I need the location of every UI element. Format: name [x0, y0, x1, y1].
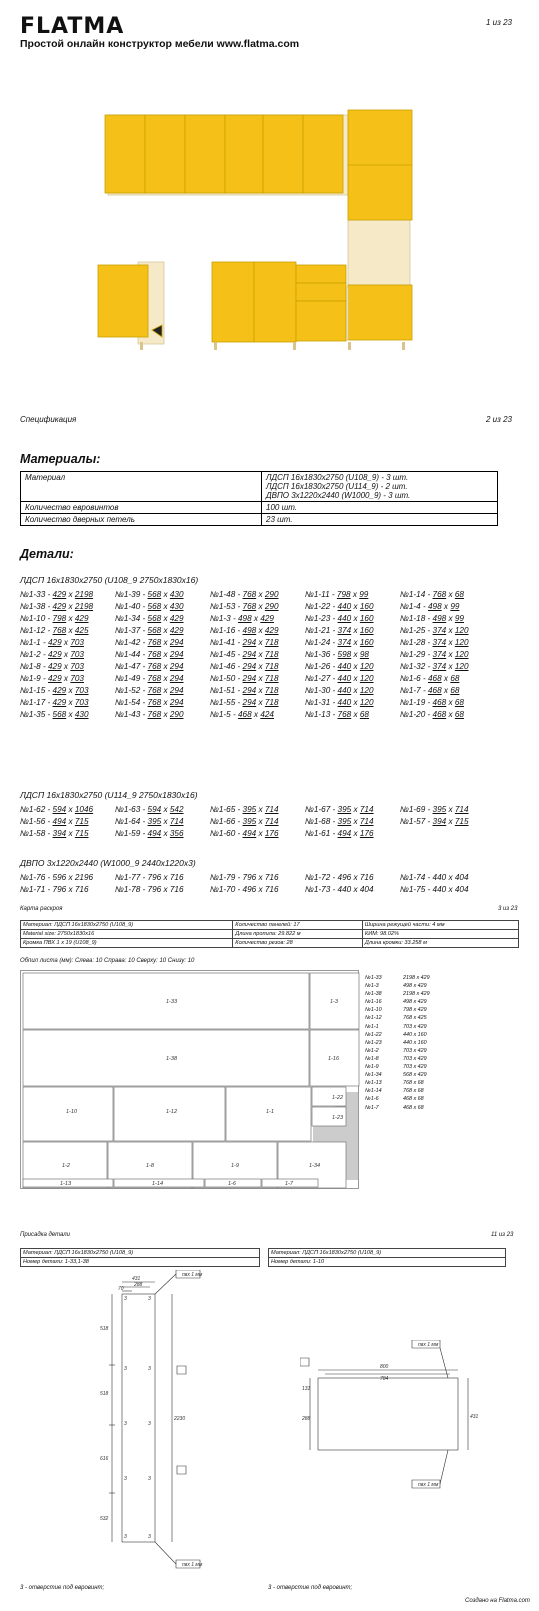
upper-door — [145, 115, 185, 193]
detail-item: №1-21 - 374 x 160 — [305, 626, 374, 635]
svg-text:3: 3 — [148, 1366, 151, 1372]
legend-item: №1-22 440 x 160 — [365, 1031, 427, 1038]
materials-row: Количество евровинтов 100 шт. — [21, 502, 498, 514]
detail-item: №1-62 - 594 x 1046 — [20, 805, 94, 814]
upper-door — [185, 115, 225, 193]
cutmap-info-table: Материал: ЛДСП 16x1830x2750 (U108_9) Количество панелей: 17 Ширина режущей части: 4 мм Material size: 2750x1830x16 Длина пропила: 29.822 м КИМ: 98.02% Кромка ПВХ 1 x 19 (U108_9) Количество резов: 28 Длина кромки: 33.258 м — [20, 920, 519, 948]
detail-item: №1-40 - 568 x 430 — [115, 602, 184, 611]
drill-drawing-left — [90, 1270, 240, 1575]
drawer — [296, 283, 346, 301]
detail-item: №1-29 - 374 x 120 — [400, 650, 469, 659]
detail-item: №1-34 - 568 x 429 — [115, 614, 184, 623]
drill-page: 11 из 23 — [491, 1232, 514, 1238]
drill-right-table: Материал: ЛДСП 16x1830x2750 (U108_9) Номер детали: 1-10 — [268, 1248, 506, 1267]
dim: 784 — [380, 1376, 389, 1382]
dim: 288 — [134, 1282, 143, 1288]
detail-item: №1-27 - 440 x 120 — [305, 674, 374, 683]
legend-item: №1-7 468 x 68 — [365, 1104, 424, 1111]
part-label: 1-1 — [266, 1109, 274, 1115]
part-label: 1-23 — [332, 1115, 344, 1121]
upper-door — [225, 115, 263, 193]
drill-note-left: 3 - отверстие под евровинт; — [20, 1585, 105, 1591]
group-title: ДВПО 3x1220x2440 (W1000_9 2440x1220x3) — [20, 858, 196, 868]
legend-item: №1-13 768 x 68 — [365, 1080, 424, 1087]
materials-row: Количество дверных петель 23 шт. — [21, 514, 498, 526]
detail-item: №1-52 - 768 x 294 — [115, 686, 184, 695]
part-label: 1-16 — [328, 1056, 340, 1062]
legend-item: №1-16 498 x 429 — [365, 999, 427, 1006]
detail-item: №1-74 - 440 x 404 — [400, 873, 469, 882]
svg-text:3: 3 — [124, 1421, 127, 1427]
svg-text:3: 3 — [124, 1534, 127, 1540]
detail-item: №1-33 - 429 x 2198 — [20, 590, 94, 599]
detail-item: №1-47 - 768 x 294 — [115, 662, 184, 671]
details-grid — [20, 873, 495, 894]
detail-item: №1-20 - 468 x 68 — [400, 710, 464, 719]
cut-sheet — [20, 970, 360, 1190]
part-label: 1-34 — [309, 1163, 321, 1169]
detail-item: №1-51 - 294 x 718 — [210, 686, 279, 695]
group-title: ЛДСП 16x1830x2750 (U114_9 2750x1830x16) — [20, 790, 198, 800]
svg-text:3: 3 — [148, 1476, 151, 1482]
detail-item: №1-37 - 568 x 429 — [115, 626, 184, 635]
detail-item: №1-11 - 798 x 99 — [305, 590, 369, 599]
legend-item: №1-6 468 x 68 — [365, 1096, 424, 1103]
group-title: ЛДСП 16x1830x2750 (U108_9 2750x1830x16) — [20, 575, 199, 585]
detail-item: №1-30 - 440 x 120 — [305, 686, 374, 695]
kitchen-render — [90, 105, 430, 355]
detail-item: №1-14 - 768 x 68 — [400, 590, 464, 599]
detail-item: №1-44 - 768 x 294 — [115, 650, 184, 659]
edge-label: пвх 1 мм — [418, 1342, 439, 1348]
detail-item: №1-4 - 498 x 99 — [400, 602, 460, 611]
detail-item: №1-61 - 494 x 176 — [305, 829, 374, 838]
drill-label: Присадка детали — [20, 1232, 71, 1238]
legend-item: №1-3 498 x 429 — [365, 983, 427, 990]
upper-door — [105, 115, 145, 193]
detail-item: №1-57 - 394 x 715 — [400, 817, 469, 826]
detail-item: №1-53 - 768 x 290 — [210, 602, 279, 611]
part-label: 1-22 — [332, 1095, 344, 1101]
detail-item: №1-45 - 294 x 718 — [210, 650, 279, 659]
part-label: 1-7 — [285, 1181, 293, 1187]
detail-item: №1-60 - 494 x 176 — [210, 829, 279, 838]
edge-label: пвх 1 мм — [182, 1562, 203, 1568]
legend-item: №1-38 2198 x 429 — [365, 991, 430, 998]
detail-item: №1-36 - 598 x 98 — [305, 650, 369, 659]
detail-item: №1-17 - 429 x 703 — [20, 698, 89, 707]
drill-note-right: 3 - отверстие под евровинт; — [268, 1585, 353, 1591]
detail-item: №1-42 - 768 x 294 — [115, 638, 184, 647]
detail-item: №1-69 - 395 x 714 — [400, 805, 469, 814]
detail-item: №1-31 - 440 x 120 — [305, 698, 374, 707]
svg-text:3: 3 — [124, 1476, 127, 1482]
dim: 431 — [132, 1276, 141, 1282]
details-heading: Детали: — [20, 547, 74, 561]
detail-item: №1-72 - 496 x 716 — [305, 873, 374, 882]
detail-item: №1-43 - 768 x 290 — [115, 710, 184, 719]
detail-item: №1-63 - 594 x 542 — [115, 805, 184, 814]
base-door — [212, 262, 254, 342]
spec-page: 2 из 23 — [486, 415, 512, 424]
detail-item: №1-77 - 796 x 716 — [115, 873, 184, 882]
detail-item: №1-16 - 498 x 429 — [210, 626, 279, 635]
detail-item: №1-73 - 440 x 404 — [305, 885, 374, 894]
detail-item: №1-38 - 429 x 2198 — [20, 602, 94, 611]
detail-item: №1-25 - 374 x 120 — [400, 626, 469, 635]
detail-item: №1-54 - 768 x 294 — [115, 698, 184, 707]
detail-item: №1-67 - 395 x 714 — [305, 805, 374, 814]
part-label: 1-9 — [231, 1163, 239, 1169]
legend-item: №1-9 703 x 429 — [365, 1064, 427, 1071]
cutmap-legend — [365, 974, 430, 1112]
svg-text:3: 3 — [124, 1296, 127, 1302]
detail-item: №1-68 - 395 x 714 — [305, 817, 374, 826]
detail-item: №1-18 - 498 x 99 — [400, 614, 464, 623]
detail-item: №1-70 - 496 x 716 — [210, 885, 279, 894]
part-label: 1-6 — [228, 1181, 236, 1187]
detail-item: №1-32 - 374 x 120 — [400, 662, 469, 671]
legend-item: №1-23 440 x 160 — [365, 1039, 427, 1046]
edge-label: пвх 1 мм — [418, 1482, 439, 1488]
legend-item: №1-10 798 x 429 — [365, 1007, 427, 1014]
drill-drawing-right — [300, 1340, 480, 1495]
dim: 2230 — [174, 1416, 186, 1422]
part-label: 1-10 — [66, 1109, 78, 1115]
detail-item: №1-26 - 440 x 120 — [305, 662, 374, 671]
detail-item: №1-55 - 294 x 718 — [210, 698, 279, 707]
detail-item: №1-50 - 294 x 718 — [210, 674, 279, 683]
svg-text:3: 3 — [148, 1296, 151, 1302]
detail-item: №1-56 - 494 x 715 — [20, 817, 89, 826]
detail-item: №1-13 - 768 x 68 — [305, 710, 369, 719]
svg-text:3: 3 — [148, 1534, 151, 1540]
detail-item: №1-10 - 798 x 429 — [20, 614, 89, 623]
detail-item: №1-35 - 568 x 430 — [20, 710, 89, 719]
details-grid — [20, 805, 495, 838]
legend-item: №1-8 703 x 429 — [365, 1055, 427, 1062]
detail-item: №1-6 - 468 x 68 — [400, 674, 460, 683]
detail-item: №1-7 - 468 x 68 — [400, 686, 460, 695]
drawer — [296, 265, 346, 283]
details-grid — [20, 590, 495, 719]
dim: 800 — [380, 1364, 389, 1370]
base-door — [254, 262, 296, 342]
detail-item: №1-59 - 494 x 356 — [115, 829, 184, 838]
detail-item: №1-64 - 395 x 714 — [115, 817, 184, 826]
detail-item: №1-3 - 498 x 429 — [210, 614, 274, 623]
dim: 431 — [470, 1414, 479, 1420]
page-number: 1 из 23 — [486, 18, 512, 27]
cutmap-label: Карта раскроя — [20, 906, 63, 912]
dim: 288 — [302, 1416, 311, 1422]
upper-door — [303, 115, 343, 193]
materials-table — [20, 471, 498, 526]
detail-item: №1-28 - 374 x 120 — [400, 638, 469, 647]
cutmap-margins: Обпил листа (мм): Слева: 10 Справа: 10 Сверху: 10 Снизу: 10 — [20, 958, 195, 964]
detail-item: №1-24 - 374 x 160 — [305, 638, 374, 647]
detail-item: №1-23 - 440 x 160 — [305, 614, 374, 623]
dim: 131 — [302, 1386, 311, 1392]
part-label: 1-38 — [166, 1056, 178, 1062]
legend-item: №1-14 768 x 68 — [365, 1088, 424, 1095]
detail-item: №1-2 - 429 x 703 — [20, 650, 84, 659]
dim: 518 — [100, 1326, 109, 1332]
detail-item: №1-8 - 429 x 703 — [20, 662, 84, 671]
detail-item: №1-39 - 568 x 430 — [115, 590, 184, 599]
detail-item: №1-58 - 394 x 715 — [20, 829, 89, 838]
cutmap-page: 3 из 23 — [498, 906, 518, 912]
subtitle: Простой онлайн конструктор мебели www.flatma.com — [20, 38, 300, 50]
dim: 532 — [100, 1516, 109, 1522]
tall-door-bottom — [348, 285, 412, 340]
detail-item: №1-75 - 440 x 404 — [400, 885, 469, 894]
detail-item: №1-12 - 768 x 425 — [20, 626, 89, 635]
detail-item: №1-66 - 395 x 714 — [210, 817, 279, 826]
drawer — [296, 301, 346, 341]
part-label: 1-12 — [166, 1109, 178, 1115]
spec-label: Спецификация — [20, 415, 77, 424]
svg-text:3: 3 — [148, 1421, 151, 1427]
detail-item: №1-1 - 429 x 703 — [20, 638, 84, 647]
part-label: 1-2 — [62, 1163, 70, 1169]
detail-item: №1-5 - 468 x 424 — [210, 710, 274, 719]
detail-item: №1-71 - 796 x 716 — [20, 885, 89, 894]
materials-row: Материал ЛДСП 16x1830x2750 (U108_9) - 3 шт. ЛДСП 16x1830x2750 (U114_9) - 2 шт. ДВПО 3x1220x2440 (W1000_9) - 3 шт. — [21, 472, 498, 502]
part-label: 1-33 — [166, 999, 178, 1005]
part-label: 1-3 — [330, 999, 338, 1005]
drill-left-table: Материал: ЛДСП 16x1830x2750 (U108_9) Номер детали: 1-33,1-38 — [20, 1248, 260, 1267]
corner-base-door — [98, 265, 148, 337]
dim: 616 — [100, 1456, 109, 1462]
detail-item: №1-9 - 429 x 703 — [20, 674, 84, 683]
detail-item: №1-76 - 596 x 2196 — [20, 873, 94, 882]
footer: Создано на Flatma.com — [465, 1598, 530, 1604]
upper-door — [263, 115, 303, 193]
detail-item: №1-46 - 294 x 718 — [210, 662, 279, 671]
edge-label: пвх 1 мм — [182, 1272, 203, 1278]
svg-text:3: 3 — [124, 1366, 127, 1372]
part-label: 1-14 — [152, 1181, 164, 1187]
legend-item: №1-12 768 x 425 — [365, 1015, 427, 1022]
detail-item: №1-78 - 796 x 716 — [115, 885, 184, 894]
materials-heading: Материалы: — [20, 452, 101, 466]
detail-item: №1-49 - 768 x 294 — [115, 674, 184, 683]
detail-item: №1-65 - 395 x 714 — [210, 805, 279, 814]
dim: 70 — [118, 1286, 124, 1292]
part-label: 1-8 — [146, 1163, 154, 1169]
part-label: 1-13 — [60, 1181, 72, 1187]
detail-item: №1-19 - 468 x 68 — [400, 698, 464, 707]
detail-item: №1-48 - 768 x 290 — [210, 590, 279, 599]
legend-item: №1-2 703 x 429 — [365, 1047, 427, 1054]
dim: 518 — [100, 1391, 109, 1397]
detail-item: №1-15 - 429 x 703 — [20, 686, 89, 695]
legend-item: №1-1 703 x 429 — [365, 1023, 427, 1030]
detail-item: №1-79 - 796 x 716 — [210, 873, 279, 882]
legend-item: №1-33 2198 x 429 — [365, 975, 430, 981]
logo: FLATMA — [20, 14, 125, 39]
detail-item: №1-41 - 294 x 718 — [210, 638, 279, 647]
legend-item: №1-34 568 x 429 — [365, 1072, 427, 1079]
detail-item: №1-22 - 440 x 160 — [305, 602, 374, 611]
